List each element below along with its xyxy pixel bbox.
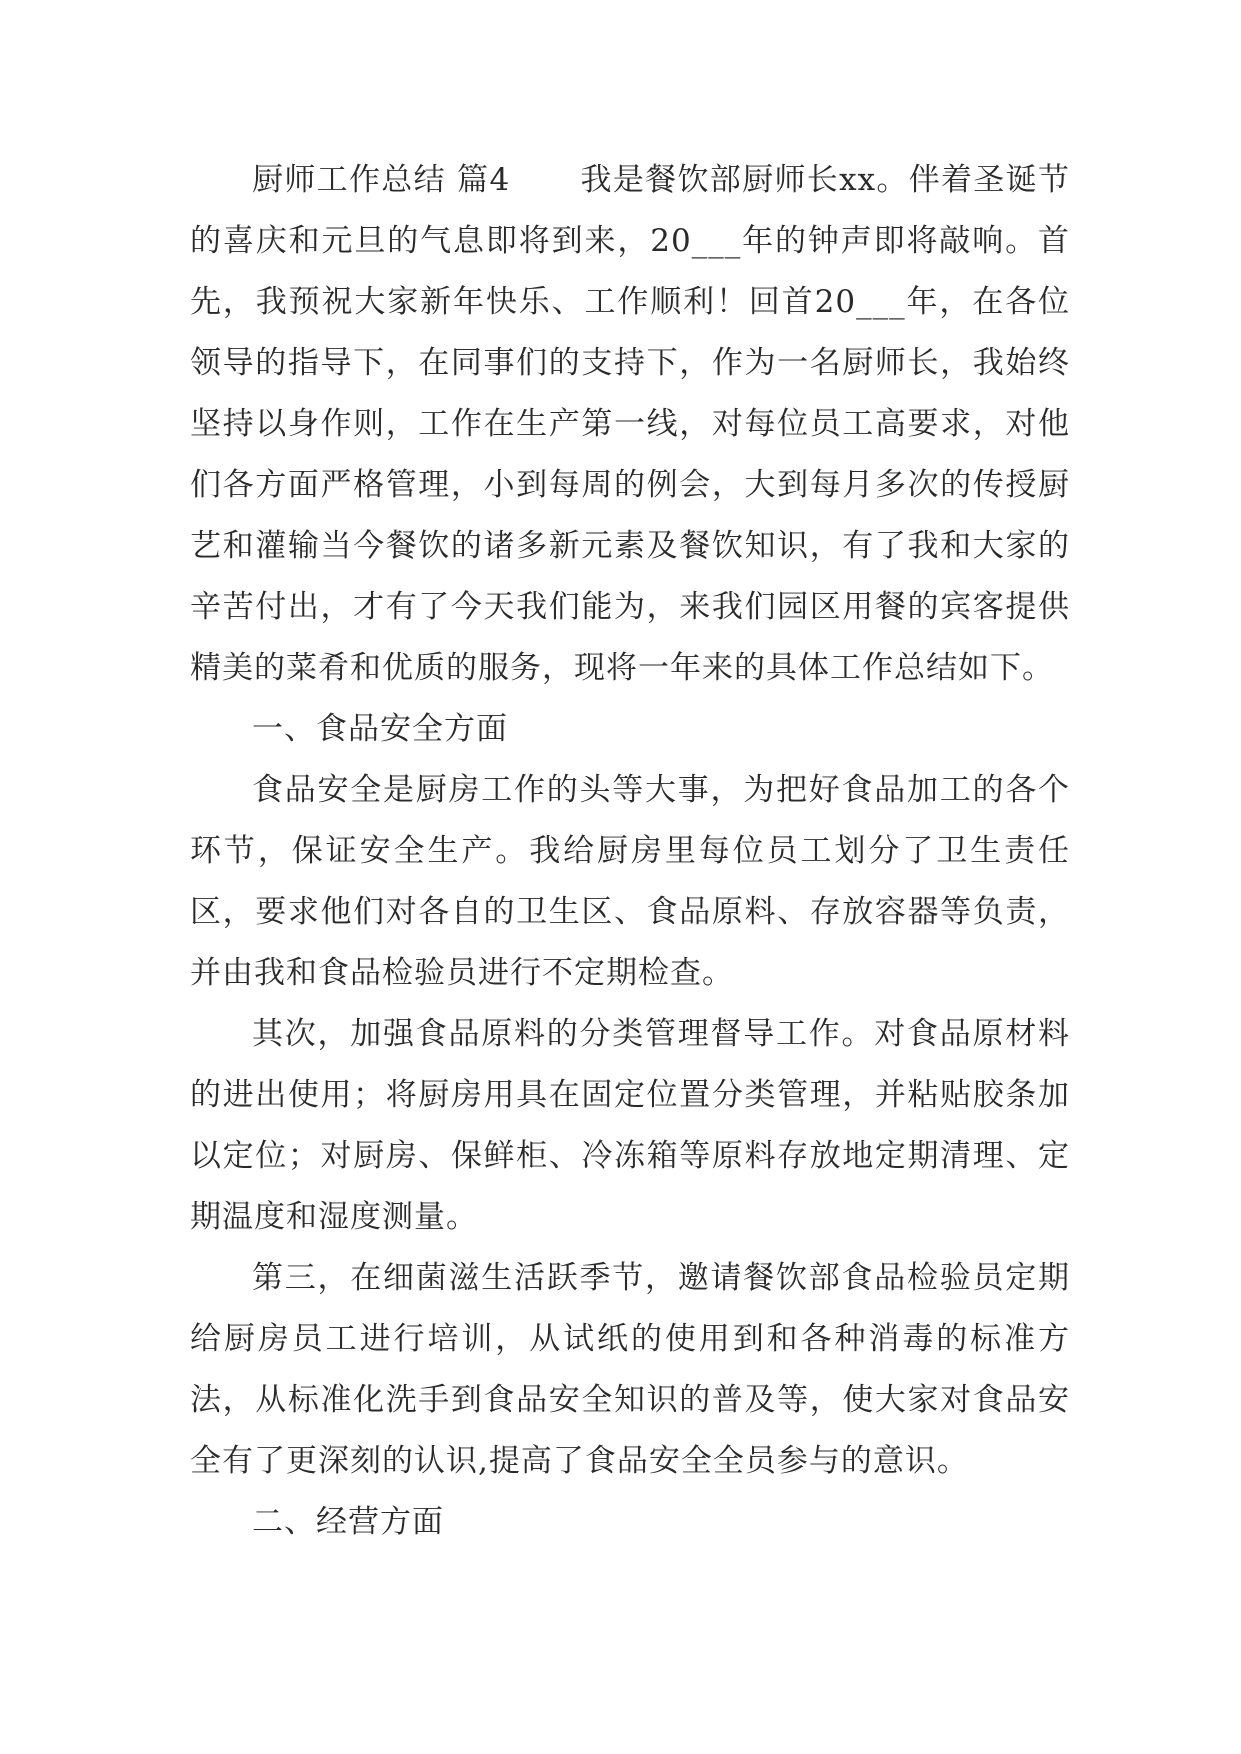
section-heading-operations: 二、经营方面 bbox=[252, 1504, 444, 1540]
intro-paragraph bbox=[190, 150, 1070, 699]
food-safety-paragraph-2: 其次，加强食品原料的分类管理督导工作。对食品原材料的进出使用；将厨房用具在固定位置分类管理，并粘贴胶条加以定位；对厨房、保鲜柜、冷冻箱等原料存放地定期清理、定期温度和湿度测量。 bbox=[190, 1016, 1070, 1235]
document-title: 厨师工作总结 篇4 bbox=[252, 162, 511, 198]
food-safety-paragraph-1: 食品安全是厨房工作的头等大事，为把好食品加工的各个环节，保证安全生产。我给厨房里每位员工划分了卫生责任区，要求他们对各自的卫生区、食品原料、存放容器等负责，并由我和食品检验员进行不定期检查。 bbox=[190, 772, 1070, 991]
food-safety-paragraph-3: 第三，在细菌滋生活跃季节，邀请餐饮部食品检验员定期给厨房员工进行培训，从试纸的使用到和各种消毒的标准方法，从标准化洗手到食品安全知识的普及等，使大家对食品安全有了更深刻的认识,提高了食品安全全员参与的意识。 bbox=[190, 1260, 1070, 1479]
document-body bbox=[190, 150, 1070, 1553]
section-heading-food-safety: 一、食品安全方面 bbox=[252, 711, 508, 747]
intro-text: 我是餐饮部厨师长xx。伴着圣诞节的喜庆和元旦的气息即将到来，20___年的钟声即将敲响。首先，我预祝大家新年快乐、工作顺利！回首20___年，在各位领导的指导下，在同事们的支持下，作为一名厨师长，我始终坚持以身作则，工作在生产第一线，对每位员工高要求，对他们各方面严格管理，小到每周的例会，大到每月多次的传授厨艺和灌输当今餐饮的诸多新元素及餐饮知识，有了我和大家的辛苦付出，才有了今天我们能为，来我们园区用餐的宾客提供精美的菜肴和优质的服务，现将一年来的具体工作总结如下。 bbox=[190, 162, 1070, 686]
